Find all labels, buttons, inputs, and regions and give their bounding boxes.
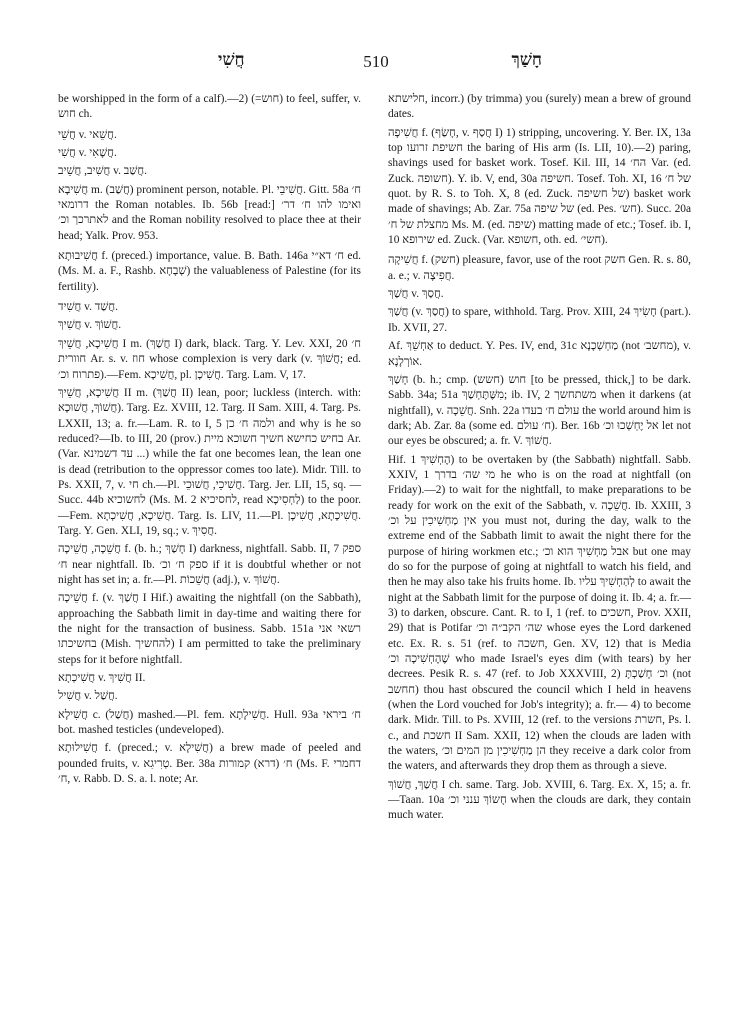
- left-running-headword: חֲשִׁי: [218, 50, 245, 69]
- dictionary-entry: be worshipped in the form of a calf).—2) (=חוש) to feel, suffer, v. חוש ch.: [58, 93, 361, 121]
- dictionary-entry: חֲשִׁיבוּתָא f. (preced.) importance, value. B. Bath. 146a ח׳ דא״י ed. (Ms. M. a. F., Rashb. שְׁבָחָא) the valuableness of Palestine (for its fertility).: [58, 250, 361, 293]
- page-number: 510: [363, 52, 389, 71]
- dictionary-entry: חֲשֵׁי v. חֲשֵׁאי.: [58, 128, 117, 141]
- dictionary-entry: חֲשִׁיכָא, חֲשֵׁיךְ II m. (חֲשַׁךְ II) lean, poor; luckless (interch. with: חֲשׁוֹךְ, חֲשׁוּכָא). Targ. Ez. XVIII, 12. Targ. II Sam. XIII, 4. Targ. Ps. LXXII, 13; a. fr.—Lam. R. to I, 5 ולמה ח׳ כן and why is he so reduced?—Ib. to III, 20 (prov.) בחיש כחישא חשיך חשוכא מיית Ar. (Var. עד דשמינא ...) while the fat one becomes lean, the lean one is dead (retribution to the oppressor comes too late). Midr. Till. to Ps. XXII, 7, v. חי ch.—Pl. חֲשִׁיכֵי, חֲשׁוּכֵי. Targ. Jer. LII, 15, sq. — Succ. 44b לחשוכיא (Ms. M. 2 לחסיכיא, read לַחְסִיכָא) to the poor.—Fem. חֲשִׁיכָא, חֲשִׁיכְתָא. Targ. Is. LIV, 11.—Pl. חֲשִׁיכָתָא, חֲשִׁיכָן. Targ. Y. Gen. XLI, 19, sq.; v. חֲסִיךְ.: [58, 386, 362, 537]
- dictionary-entry: חֲשִׁיב, חֲשֵׁיב v. חֲשַׁב.: [58, 165, 147, 178]
- dictionary-entry: חֲשַׁךְ (v. חֲסַךְ) to spare, withhold. Targ. Prov. XIII, 24 חָשִׂיךְ (part.). Ib. XVII, 27.: [388, 306, 691, 334]
- dictionary-entry: חֲשַׁךְ v. חֲסַךְ.: [388, 288, 444, 301]
- right-column: [388, 92, 691, 827]
- dictionary-entry: חֲשִׁילוּתָא f. (preced.; v. חֲשִׁילָא) a brew made of peeled and pounded fruits, v. טְרִיגִא. Ber. 38a ח׳ (דרא) קמורות (Ms. F. דחמרי ח׳, v. Rabb. D. S. a. l. note; Ar.: [58, 742, 362, 786]
- dictionary-entry: חֲשִׁיבָא m. (חֲשַׁב) prominent person, notable. Pl. חֲשִׁיבֵי. Gitt. 58a ח׳ דרומאי the Roman notables. Ib. 56b [read:] ואימו להו ח׳ דר׳ לאתרכך וכ׳ and the Roman nobility resolved to place thee at their head; Yalk. Prov. 953.: [58, 183, 361, 242]
- dictionary-entry: חֲשִׁיקָה f. (חשק) pleasure, favor, use of the root חשק Gen. R. s. 80, a. e.; v. חֲפִיצָה.: [388, 254, 691, 282]
- dictionary-entry: חלישתא, incorr.) (by trimma) you (surely) mean a brew of ground dates.: [388, 93, 691, 121]
- page-header: [58, 50, 694, 80]
- dictionary-entry: Af. אַחְשֵׁךְ to deduct. Y. Pes. IV, end, 31c מַחְשְׁכָנָא (not מחשב׳), v. אוֹרְלָנָא.: [388, 340, 692, 368]
- dictionary-entry: חֲשִׁיל v. חֲשַׁל.: [58, 690, 118, 703]
- dictionary-entry: חֲשִׁיד v. חֲשַׁד.: [58, 301, 118, 314]
- right-running-headword: חָשַׁךְ: [511, 50, 542, 69]
- left-column: [58, 92, 361, 790]
- dictionary-entry: חָשַׁךְ (b. h.; cmp. חוש (חשש) [to be pressed, thick,] to be dark. Sabb. 34a; 51a מִשֶּׁתֶּחְשַׁךְ; ib. IV, 2 משתחשך when it darkens (at nightfall), v. חֲשֵׁכָה. Snh. 22a עולם ח׳ בעדו the world around him is dark; Ab. Zar. 8a (some ed. ח׳ עולם). Ber. 16b אל יֶחְשְׁכוּ וכ׳ let not our eyes be obscured; a. fr. V. חֲשׁוֹךְ.: [388, 373, 691, 448]
- dictionary-entry: חֲשִׁיכָא, חֲשֵׁיךְ I m. (חֲשַׁךְ I) dark, black. Targ. Y. Lev. XXI, 20 ח׳ חוורית Ar. s. v. חוז whose complexion is very dark (v. חֲשׁוֹךְ; ed. פתרוח וכ׳).—Fem. חֲשִׁיכָא, pl. חֲשִׁיכָן. Targ. Lam. V, 17.: [58, 337, 361, 381]
- dictionary-entry: חֲשִׁיךְ v. חֲשׁוֹךְ.: [58, 319, 122, 332]
- dictionary-entry: חֲשִׁי v. חֲשָׁאִי.: [58, 147, 117, 160]
- dictionary-entry: חֲשִׁיכְתָא v. חֲשִׁיךְ II.: [58, 672, 146, 685]
- dictionary-entry: Hif. הֶחְשִׁיךְ 1) to be overtaken by (the Sabbath) nightfall. Sabb. XXIV, 1 מי שה׳ בדרך he who is on the road at nightfall (on Friday).—2) to wait for the nightfall, to make preparations to be ready for work on the exit of the Sabbath, v. חֲשֵׁכָה. Ib. XXIII, 3 אין מַחְשִׁיכִין על וכ׳ you must not, during the day, walk to the extreme end of the Sabbath limit to await the night there for the purpose of hiring workmen etc.; אבל מַחְשִׁיךְ הוא וכ׳ but one may do so for the purpose of going at nightfall to watch his field, and then he may also take his fruits home. Ib. לְהַחְשִׁיךְ עליו to await the night at the Sabbath limit for the purpose of doing it. Ib. 4; a. fr.—3) to darken, obscure. Cant. R. to I, 1 (ref. to חשכים, Prov. XXII, 29) that is Potifar שה׳ הקב״ה וכ׳ whose eyes the Lord darkened etc. Ex. R. s. 51 (ref. to חשכה, Gen. XV, 12) that is Media שֶׁהֶחְשִׁיכָה וכ׳ who made Israel's eyes dim (with tears) by her decrees. Pesik R. s. 47 (ref. to Job XXXVIII, 2) וכ׳ חָשַׁכְתָּ (not חחשב) thou hast obscured the council which I held in heavens (when the Lord vouched for Job's integrity); a. fr.— 4) to become dark. Midr. Till. to Ps. XVIII, 12 (ref. to the versions חשרת, Ps. l. c., and חשכת II Sam. XXII, 12) when the clouds are laden with the waters, הן מַחְשִׁיכִין מן המים וכ׳ they receive a dark color from the waters, and afterwards they drop them as through a sieve.: [388, 453, 692, 773]
- dictionary-entry: חֲשֵׁיכָה f. (v. חֲשַׁךְ I Hif.) awaiting the nightfall (on the Sabbath), approaching the Sabbath limit in day-time and waiting there for the night for the transaction of business. Sabb. 151a רשאי אני בחשיכתו (Mish. להחשיך) I am permitted to take the preliminary steps for it before nightfall.: [58, 592, 362, 666]
- dictionary-entry: חֲשִׁיפָה f. (חָשַׂף, v. חֲסַף I) 1) stripping, uncovering. Y. Ber. IX, 13a top חשיפת זרועו the baring of His arm (Is. LII, 10).—2) paring, shavings used for basket work. Tosef. Kil. III, 14 הח׳ Var. (ed. Zuck. חשופה). Y. ib. V, end, 30a חשיפה. Tosef. Toh. XI, 16 של ח׳ quot. by R. S. to Toh. X, 8 (ed. Zuck. של חשיפה) basket work made of shavings; Ab. Zar. 75a של שיפה (ed. Pes. חש׳). Succ. 20a מחצלת של ח׳ Ms. M. (ed. שיפה) matting made of etc.; Tosef. ib. I, 10 שירופא ed. Zuck. (Var. חשופא, oth. ed. חשי׳).: [388, 126, 692, 247]
- dictionary-entry: חֲשַׁךְ, חֲשׁוֹךְ I ch. same. Targ. Job. XVIII, 6. Targ. Ex. X, 15; a. fr.—Taan. 10a חָשוֹךְ ענני וכ׳ when the clouds are dark, they contain much water.: [388, 778, 691, 822]
- dictionary-entry: חֲשֵׁכָה, חֲשֵׁיכָה f. (b. h.; חָשַׁךְ I) darkness, nightfall. Sabb. II, 7 ספק ח׳ near nightfall. Ib. ספק ח׳ וכ׳ if it is doubtful whether or not night has set in; a. fr.—Pl. חֲשֵׁכוֹת (adj.), v. חֲשׁוֹךְ.: [58, 543, 361, 586]
- dictionary-entry: חֲשִׁילָא c. (חֲשַׁל) mashed.—Pl. fem. חֲשִׁילָתָא. Hull. 93a ח׳ ביראי bot. mashed testicles (undeveloped).: [58, 708, 361, 737]
